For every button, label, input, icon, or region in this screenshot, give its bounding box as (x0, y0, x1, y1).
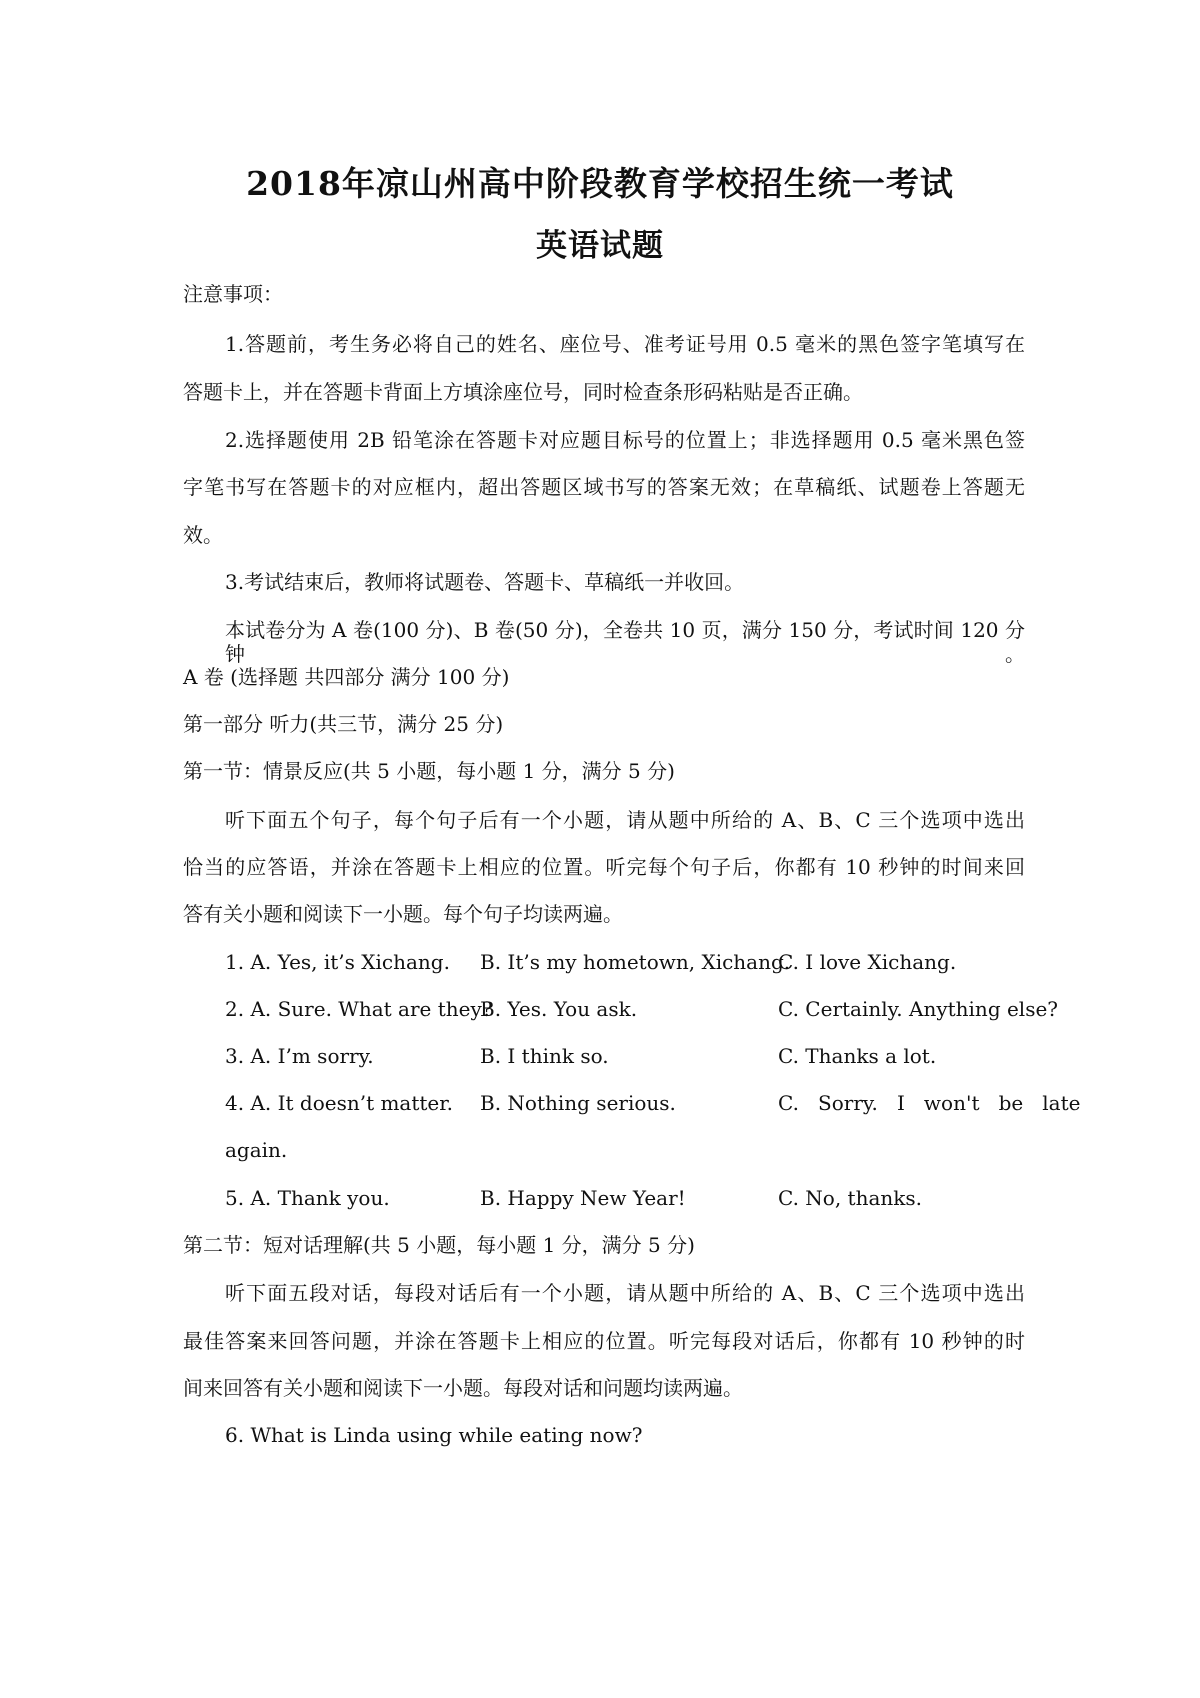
notice-item-1-line-2: 答题卡上，并在答题卡背面上方填涂座位号，同时检查条形码粘贴是否正确。 (183, 380, 863, 404)
section-1-instruction-line-2: 恰当的应答语，并涂在答题卡上相应的位置。听完每个句子后，你都有 10 秒钟的时间来回 (183, 855, 1025, 879)
exam-title: 2018年凉山州高中阶段教育学校招生统一考试 (246, 164, 954, 203)
question-4-option-c: C. Sorry. I won't be late (778, 1091, 1081, 1115)
section-2-instruction-line-2: 最佳答案来回答问题，并涂在答题卡上相应的位置。听完每段对话后，你都有 10 秒钟的时 (183, 1329, 1025, 1353)
paper-a-heading: A 卷 (选择题 共四部分 满分 100 分) (183, 665, 510, 689)
question-4-option-c-continued: again. (225, 1138, 288, 1162)
section-2-heading: 第二节：短对话理解(共 5 小题，每小题 1 分，满分 5 分) (183, 1233, 695, 1257)
section-2-instruction-line-1: 听下面五段对话，每段对话后有一个小题，请从题中所给的 A、B、C 三个选项中选出 (225, 1281, 1025, 1305)
notice-item-2-line-2: 字笔书写在答题卡的对应框内，超出答题区域书写的答案无效；在草稿纸、试题卷上答题无 (183, 475, 1025, 499)
paper-intro: 本试卷分为 A 卷(100 分)、B 卷(50 分)，全卷共 10 页，满分 150 分，考试时间 120 分钟。 (225, 618, 1025, 666)
section-1-instruction-line-1: 听下面五个句子，每个句子后有一个小题，请从题中所给的 A、B、C 三个选项中选出 (225, 808, 1025, 832)
question-4-option-a: 4. A. It doesn’t matter. (225, 1091, 453, 1115)
question-2-option-c: C. Certainly. Anything else? (778, 997, 1059, 1021)
question-3-option-c: C. Thanks a lot. (778, 1044, 937, 1068)
notice-item-2-line-3: 效。 (183, 523, 223, 547)
question-1-option-c: C. I love Xichang. (778, 950, 957, 974)
question-3-option-a: 3. A. I’m sorry. (225, 1044, 374, 1068)
question-4-option-b: B. Nothing serious. (480, 1091, 676, 1115)
question-6-text: 6. What is Linda using while eating now? (225, 1423, 643, 1447)
question-3-option-b: B. I think so. (480, 1044, 609, 1068)
question-1-option-a: 1. A. Yes, it’s Xichang. (225, 950, 450, 974)
notice-item-1-line-1: 1.答题前，考生务必将自己的姓名、座位号、准考证号用 0.5 毫米的黑色签字笔填写在 (225, 332, 1025, 356)
question-1-option-b: B. It’s my hometown, Xichang. (480, 950, 791, 974)
notice-heading: 注意事项： (183, 282, 283, 306)
section-1-heading: 第一节：情景反应(共 5 小题，每小题 1 分，满分 5 分) (183, 759, 675, 783)
question-5-option-a: 5. A. Thank you. (225, 1186, 390, 1210)
notice-item-2-line-1: 2.选择题使用 2B 铅笔涂在答题卡对应题目标号的位置上；非选择题用 0.5 毫米黑色签 (225, 428, 1025, 452)
exam-subtitle: 英语试题 (536, 228, 664, 264)
section-2-instruction-line-3: 间来回答有关小题和阅读下一小题。每段对话和问题均读两遍。 (183, 1376, 743, 1400)
section-1-instruction-line-3: 答有关小题和阅读下一小题。每个句子均读两遍。 (183, 902, 623, 926)
part-1-heading: 第一部分 听力(共三节，满分 25 分) (183, 712, 504, 736)
question-2-option-a: 2. A. Sure. What are they? (225, 997, 493, 1021)
notice-item-3: 3.考试结束后，教师将试题卷、答题卡、草稿纸一并收回。 (225, 570, 745, 594)
question-5-option-b: B. Happy New Year! (480, 1186, 686, 1210)
question-5-option-c: C. No, thanks. (778, 1186, 923, 1210)
question-2-option-b: B. Yes. You ask. (480, 997, 638, 1021)
